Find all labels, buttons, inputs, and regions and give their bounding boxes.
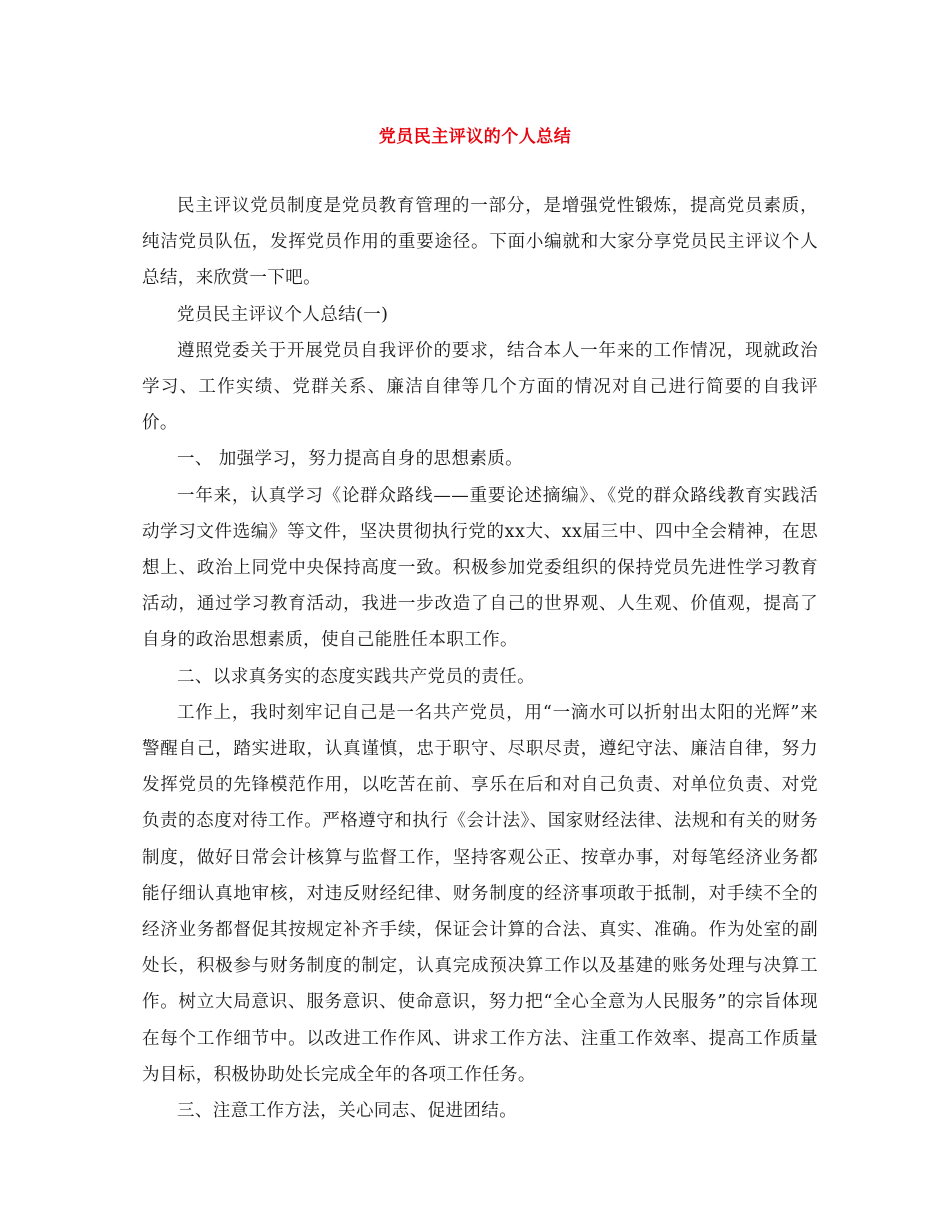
intro-paragraph: 民主评议党员制度是党员教育管理的一部分，是增强党性锻炼，提高党员素质，纯洁党员队伍，发挥党员作用的重要途径。下面小编就和大家分享党员民主评议个人总结，来欣赏一下吧。 (142, 196, 818, 289)
document-title: 党员民主评议的个人总结 (378, 127, 572, 147)
section-heading-summary-one: 党员民主评议个人总结(一) (177, 304, 389, 325)
document-body (142, 188, 818, 1129)
body-paragraph: 遵照党委关于开展党员自我评价的要求，结合本人一年来的工作情况，现就政治学习、工作实绩、党群关系、廉洁自律等几个方面的情况对自己进行简要的自我评价。 (142, 340, 818, 434)
body-paragraph: 一年来，认真学习《论群众路线——重要论述摘编》、《党的群众路线教育实践活动学习文件选编》等文件，坚决贯彻执行党的xx大、xx届三中、四中全会精神，在思想上、政治上同党中央保持高度一致。积极参加党委组织的保持党员先进性学习教育活动，通过学习教育活动，我进一步改造了自己的世界观、人生观、价值观，提高了自身的政治思想素质，使自己能胜任本职工作。 (142, 485, 818, 651)
section-heading-three: 三、注意工作方法，关心同志、促进团结。 (177, 1101, 518, 1122)
section-heading-one: 一、 加强学习，努力提高自身的思想素质。 (177, 449, 524, 470)
section-heading-two: 二、以求真务实的态度实践共产党员的责任。 (177, 666, 535, 687)
body-paragraph: 工作上，我时刻牢记自己是一名共产党员，用“一滴水可以折射出太阳的光辉”来警醒自己，踏实进取，认真谨慎，忠于职守、尽职尽责，遵纪守法、廉洁自律，努力发挥党员的先锋模范作用，以吃苦在前、享乐在后和对自己负责、对单位负责、对党负责的态度对待工作。严格遵守和执行《会计法》、国家财经法律、法规和有关的财务制度，做好日常会计核算与监督工作，坚持客观公正、按章办事，对每笔经济业务都能仔细认真地审核，对违反财经纪律、财务制度的经济事项敢于抵制，对手续不全的经济业务都督促其按规定补齐手续，保证会计算的合法、真实、准确。作为处室的副处长，积极参与财务制度的制定，认真完成预决算工作以及基建的账务处理与决算工作。树立大局意识、服务意识、使命意识，努力把“全心全意为人民服务”的宗旨体现在每个工作细节中。以改进工作作风、讲求工作方法、注重工作效率、提高工作质量为目标，积极协助处长完成全年的各项工作任务。 (142, 702, 818, 1085)
